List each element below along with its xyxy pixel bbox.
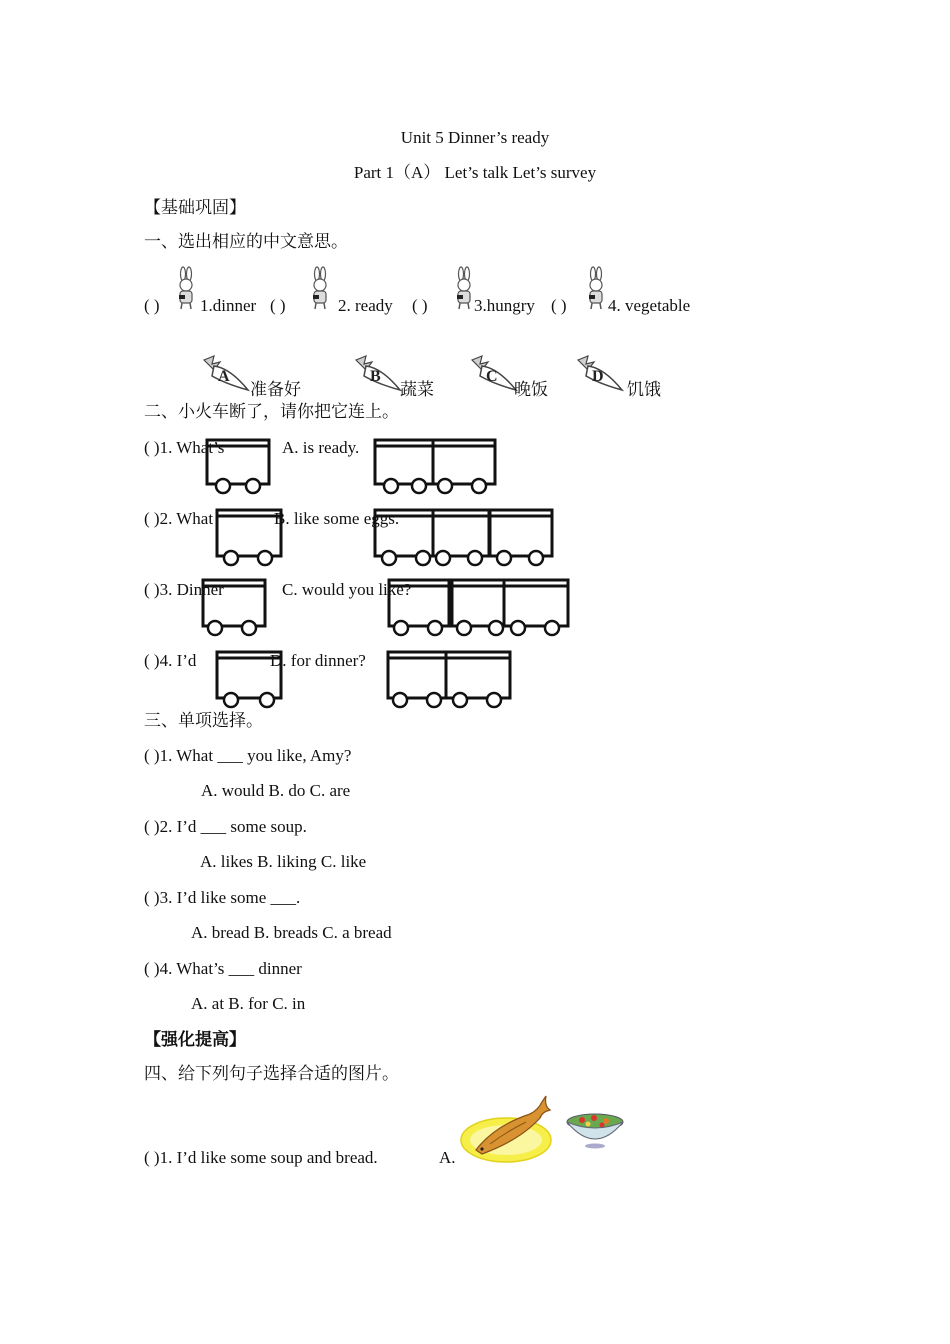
q1-item-1-bracket[interactable]: ( ) xyxy=(144,296,160,315)
fish-plate-icon[interactable] xyxy=(460,1092,554,1166)
q1-item-3-bracket[interactable]: ( ) xyxy=(412,296,428,315)
q1-item-1-word: 1.dinner xyxy=(200,296,257,315)
q4-heading: 四、给下列句子选择合适的图片。 xyxy=(144,1064,399,1083)
page-title: Unit 5 Dinner’s ready xyxy=(400,128,550,147)
q1-option-c-text: 晚饭 xyxy=(514,380,548,399)
q2-left-4: ( )4. I’d xyxy=(144,651,197,670)
svg-text:A: A xyxy=(218,368,230,385)
train-car-icon xyxy=(431,506,491,568)
page-subtitle: Part 1（A） Let’s talk Let’s survey xyxy=(353,163,597,182)
q2-right-d: D. for dinner? xyxy=(270,651,366,670)
q2-left-2: ( )2. What xyxy=(144,509,214,528)
svg-text:B: B xyxy=(370,368,381,385)
train-car-icon xyxy=(502,576,570,638)
section-improve-heading: 【强化提高】 xyxy=(144,1030,246,1049)
q3-item-2-options: A. likes B. liking C. like xyxy=(200,852,367,871)
salad-bowl-icon[interactable] xyxy=(564,1108,626,1150)
q3-item-1-options: A. would B. do C. are xyxy=(201,781,351,800)
train-car-icon xyxy=(373,436,435,496)
q2-right-a: A. is ready. xyxy=(282,438,360,457)
train-car-icon xyxy=(215,506,283,568)
rabbit-icon xyxy=(172,267,200,311)
q1-item-2-bracket[interactable]: ( ) xyxy=(270,296,286,315)
q2-left-1: ( )1. What’s xyxy=(144,438,225,457)
train-car-icon xyxy=(386,648,448,710)
q3-item-3-stem: ( )3. I’d like some ___. xyxy=(144,888,301,907)
q1-item-3-word: 3.hungry xyxy=(474,296,535,315)
train-car-icon xyxy=(450,576,506,638)
q1-heading: 一、选出相应的中文意思。 xyxy=(144,232,348,251)
rabbit-icon xyxy=(306,267,334,311)
q2-left-3: ( )3. Dinner xyxy=(144,580,224,599)
q3-item-4-options: A. at B. for C. in xyxy=(191,994,306,1013)
q3-item-3-options: A. bread B. breads C. a bread xyxy=(191,923,392,942)
train-car-icon xyxy=(444,648,512,710)
q1-item-4-bracket[interactable]: ( ) xyxy=(551,296,567,315)
q1-option-b-text: 蔬菜 xyxy=(400,380,434,399)
svg-text:C: C xyxy=(486,368,498,385)
q2-right-b: B. like some eggs. xyxy=(274,509,400,528)
rabbit-icon xyxy=(582,267,610,311)
q2-right-c: C. would you like? xyxy=(282,580,412,599)
train-car-icon xyxy=(488,506,554,568)
q3-item-1-stem: ( )1. What ___ you like, Amy? xyxy=(144,746,352,765)
q4-option-a-label: A. xyxy=(439,1148,456,1167)
svg-text:D: D xyxy=(592,368,604,385)
carrot-letter-b-icon xyxy=(352,354,404,394)
q4-item-1: ( )1. I’d like some soup and bread. xyxy=(144,1148,378,1167)
q1-item-2-word: 2. ready xyxy=(338,296,393,315)
q1-option-d-text: 饥饿 xyxy=(627,380,661,399)
carrot-letter-a-icon xyxy=(200,354,252,394)
train-car-icon xyxy=(431,436,497,496)
section-basic-heading: 【基础巩固】 xyxy=(144,198,246,217)
q3-heading: 三、单项选择。 xyxy=(144,711,263,730)
q1-item-4-word: 4. vegetable xyxy=(608,296,691,315)
q1-option-a-text: 准备好 xyxy=(250,380,301,399)
q3-item-2-stem: ( )2. I’d ___ some soup. xyxy=(144,817,307,836)
q3-item-4-stem: ( )4. What’s ___ dinner xyxy=(144,959,302,978)
q2-heading: 二、小火车断了，请你把它连上。 xyxy=(144,402,399,421)
carrot-letter-d-icon xyxy=(574,354,626,394)
carrot-letter-c-icon xyxy=(468,354,520,394)
